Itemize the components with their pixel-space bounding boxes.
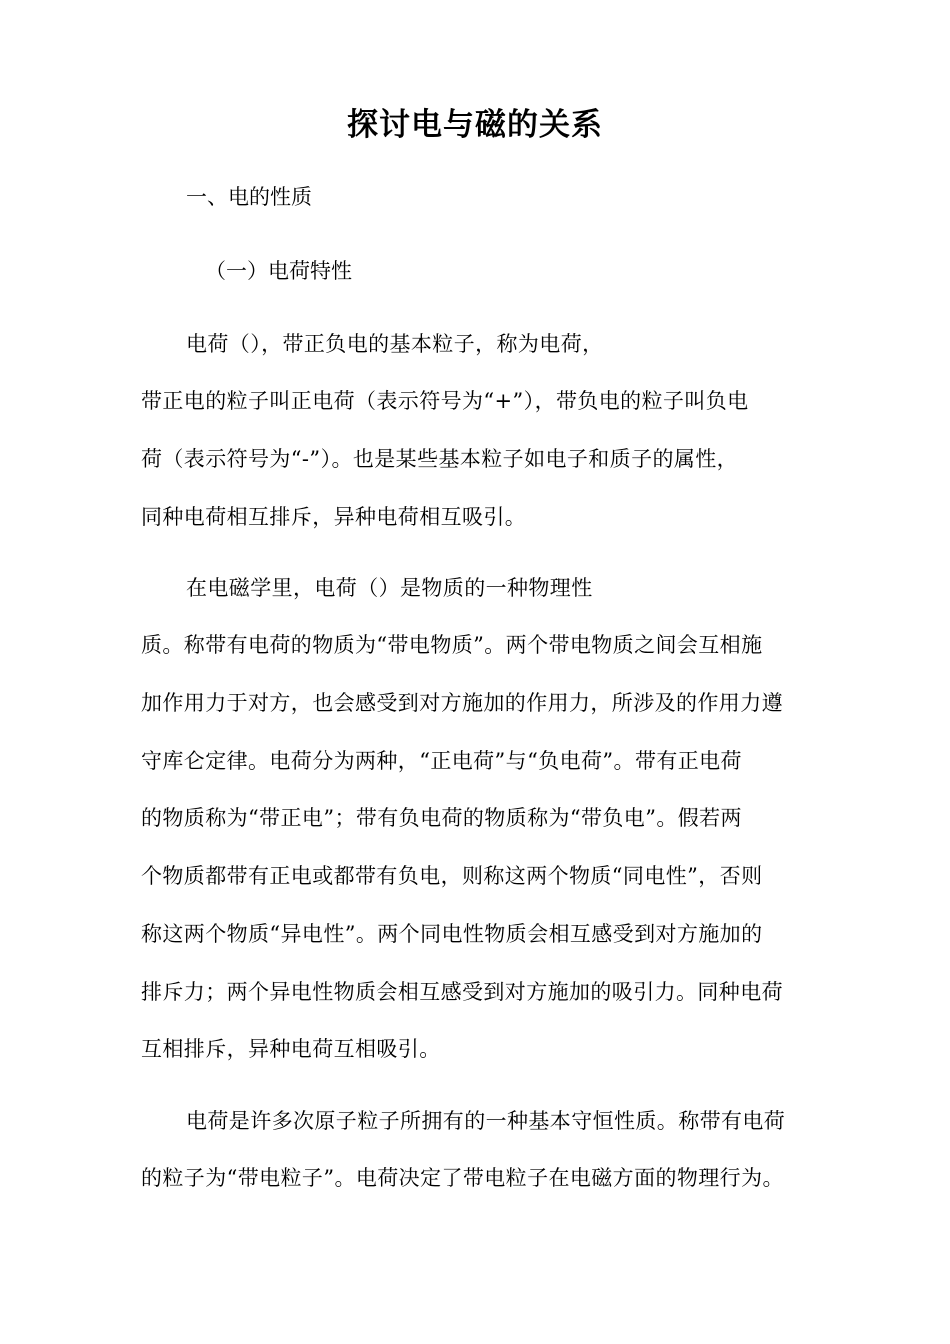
- section-heading: 一、电的性质: [186, 185, 312, 209]
- paragraph-line: 电荷（），带正负电的基本粒子，称为电荷，: [186, 332, 604, 356]
- paragraph-line: 带正电的粒子叫正电荷（表示符号为“+”），带负电的粒子叫负电: [141, 389, 749, 413]
- paragraph-line: 质。称带有电荷的物质为“带电物质”。两个带电物质之间会互相施: [141, 633, 763, 657]
- paragraph-line: 互相排斥，异种电荷互相吸引。: [141, 1037, 441, 1061]
- paragraph-line: 同种电荷相互排斥，异种电荷相互吸引。: [141, 505, 527, 529]
- paragraph-line: 排斥力；两个异电性物质会相互感受到对方施加的吸引力。同种电荷: [141, 980, 783, 1004]
- document-title: 探讨电与磁的关系: [347, 107, 603, 143]
- paragraph-line: 的物质称为“带正电”；带有负电荷的物质称为“带负电”。假若两: [141, 806, 742, 830]
- paragraph-line: 电荷是许多次原子粒子所拥有的一种基本守恒性质。称带有电荷: [186, 1109, 786, 1133]
- paragraph-line: 的粒子为“带电粒子”。电荷决定了带电粒子在电磁方面的物理行为。: [141, 1166, 784, 1190]
- paragraph-line: 守库仑定律。电荷分为两种，“正电荷”与“负电荷”。带有正电荷: [141, 749, 742, 773]
- paragraph-line: 荷（表示符号为“-”）。也是某些基本粒子如电子和质子的属性，: [141, 447, 739, 471]
- subsection-heading: （一）电荷特性: [205, 259, 352, 283]
- paragraph-line: 加作用力于对方，也会感受到对方施加的作用力，所涉及的作用力遵: [141, 691, 783, 715]
- paragraph-line: 个物质都带有正电或都带有负电，则称这两个物质“同电性”，否则: [141, 864, 763, 888]
- paragraph-line: 称这两个物质“异电性”。两个同电性物质会相互感受到对方施加的: [141, 922, 763, 946]
- paragraph-line: 在电磁学里，电荷（）是物质的一种物理性: [186, 576, 593, 600]
